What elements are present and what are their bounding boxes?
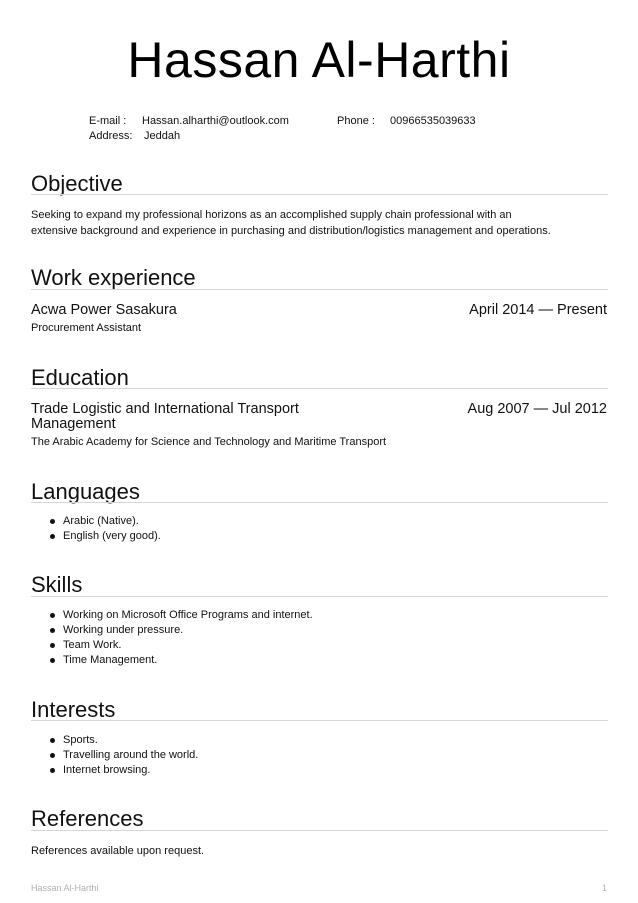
list-item: Arabic (Native). xyxy=(31,514,161,529)
address-label: Address: xyxy=(89,130,133,142)
list-item: English (very good). xyxy=(31,529,161,544)
education-degree-line-1: Trade Logistic and International Transport xyxy=(31,401,299,417)
list-item: Team Work. xyxy=(31,638,313,653)
interests-divider xyxy=(31,720,608,721)
objective-divider xyxy=(31,194,608,195)
objective-line-1: Seeking to expand my professional horizons as an accomplished supply chain professional with an xyxy=(31,209,512,221)
work-heading: Work experience xyxy=(31,265,196,290)
interests-list xyxy=(31,733,198,778)
skills-heading: Skills xyxy=(31,572,83,597)
candidate-name: Hassan Al-Harthi xyxy=(127,32,511,88)
list-item: Time Management. xyxy=(31,653,313,668)
skills-list xyxy=(31,608,313,668)
education-divider xyxy=(31,388,608,389)
phone-value: 00966535039633 xyxy=(390,115,476,127)
footer-name: Hassan Al-Harthi xyxy=(31,883,99,893)
education-dates: Aug 2007 — Jul 2012 xyxy=(467,401,607,417)
page-number: 1 xyxy=(601,883,607,893)
work-company: Acwa Power Sasakura xyxy=(31,302,177,318)
list-item: Working on Microsoft Office Programs and internet. xyxy=(31,608,313,623)
email-value: Hassan.alharthi@outlook.com xyxy=(142,115,289,127)
languages-heading: Languages xyxy=(31,479,140,504)
references-divider xyxy=(31,830,608,831)
objective-heading: Objective xyxy=(31,171,123,196)
references-text: References available upon request. xyxy=(31,845,205,857)
list-item: Working under pressure. xyxy=(31,623,313,638)
objective-line-2: extensive background and experience in purchasing and distribution/logistics management and operations. xyxy=(31,225,551,237)
languages-divider xyxy=(31,502,608,503)
education-institution: The Arabic Academy for Science and Technology and Maritime Transport xyxy=(31,436,387,448)
skills-divider xyxy=(31,596,608,597)
work-role: Procurement Assistant xyxy=(31,322,142,334)
education-heading: Education xyxy=(31,365,129,390)
interests-heading: Interests xyxy=(31,697,116,722)
work-divider xyxy=(31,289,608,290)
languages-list xyxy=(31,514,161,544)
list-item: Travelling around the world. xyxy=(31,748,198,763)
phone-label: Phone : xyxy=(337,115,375,127)
references-heading: References xyxy=(31,806,144,831)
list-item: Sports. xyxy=(31,733,198,748)
education-degree-line-2: Management xyxy=(31,416,116,432)
list-item: Internet browsing. xyxy=(31,763,198,778)
work-dates: April 2014 — Present xyxy=(469,302,607,318)
address-value: Jeddah xyxy=(144,130,181,142)
email-label: E-mail : xyxy=(89,115,127,127)
